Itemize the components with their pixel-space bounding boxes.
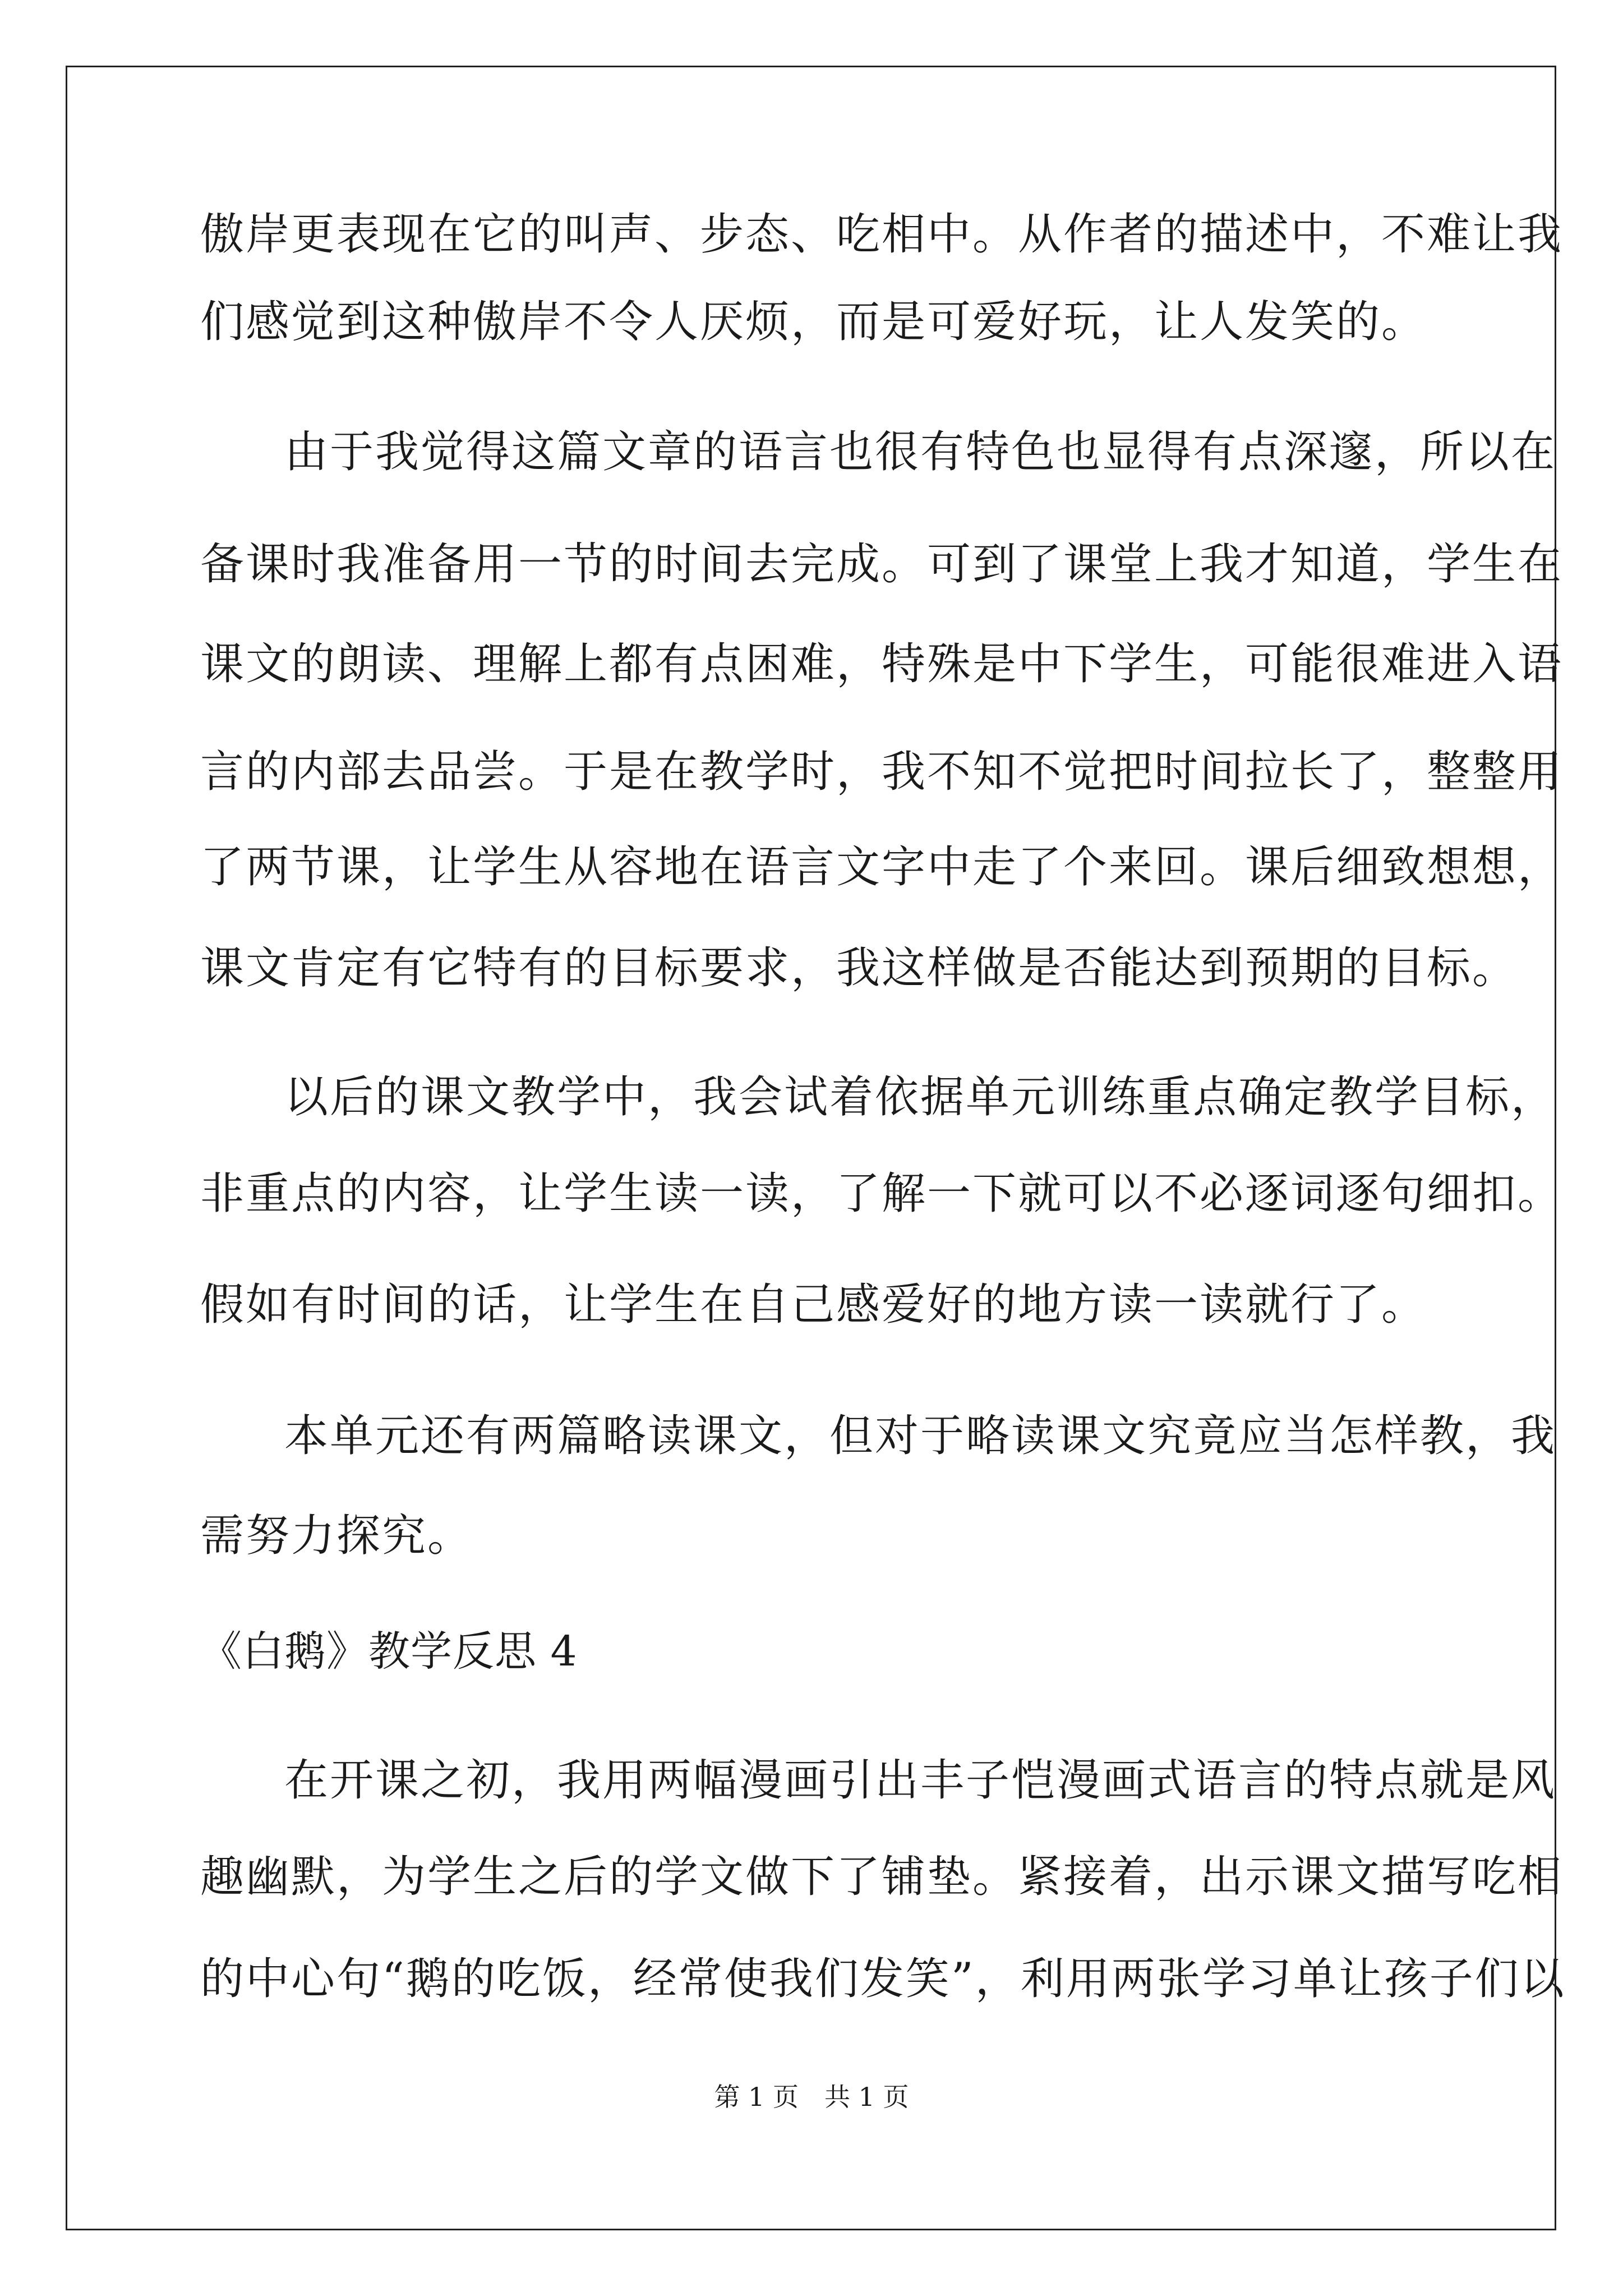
paragraph-5-line-2: 趣幽默，为学生之后的学文做下了铺垫。紧接着，出示课文描写吃相 — [200, 1852, 1564, 1902]
page-number: 第 1 页 共 1 页 — [714, 2082, 909, 2112]
paragraph-1-line-2: 们感觉到这种傲岸不令人厌烦，而是可爱好玩，让人发笑的。 — [200, 297, 1427, 347]
paragraph-1-line-1: 傲岸更表现在它的叫声、步态、吃相中。从作者的描述中，不难让我 — [200, 209, 1564, 260]
paragraph-4-line-1: 本单元还有两篇略读课文，但对于略读课文究竟应当怎样教，我 — [284, 1411, 1557, 1461]
paragraph-3-line-1: 以后的课文教学中，我会试着依据单元训练重点确定教学目标， — [284, 1072, 1557, 1122]
section-heading: 《白鹅》教学反思 4 — [200, 1627, 578, 1676]
paragraph-3-line-3: 假如有时间的话，让学生在自己感爱好的地方读一读就行了。 — [200, 1280, 1427, 1330]
paragraph-2-line-3: 课文的朗读、理解上都有点困难，特殊是中下学生，可能很难进入语 — [200, 639, 1564, 689]
paragraph-2-line-4: 言的内部去品尝。于是在教学时，我不知不觉把时间拉长了，整整用 — [200, 747, 1564, 797]
paragraph-4-line-2: 需努力探究。 — [200, 1511, 473, 1561]
paragraph-2-line-6: 课文肯定有它特有的目标要求，我这样做是否能达到预期的目标。 — [200, 943, 1518, 993]
paragraph-3-line-2: 非重点的内容，让学生读一读，了解一下就可以不必逐词逐句细扣。 — [200, 1168, 1564, 1219]
paragraph-2-line-2: 备课时我准备用一节的时间去完成。可到了课堂上我才知道，学生在 — [200, 539, 1564, 590]
paragraph-2-line-1: 由于我觉得这篇文章的语言也很有特色也显得有点深邃，所以在 — [284, 427, 1557, 477]
paragraph-2-line-5: 了两节课，让学生从容地在语言文字中走了个来回。课后细致想想， — [200, 842, 1564, 892]
paragraph-5-line-1: 在开课之初，我用两幅漫画引出丰子恺漫画式语言的特点就是风 — [284, 1755, 1557, 1806]
paragraph-5-line-3: 的中心句“鹅的吃饭，经常使我们发笑”，利用两张学习单让孩子们以 — [200, 1954, 1566, 2004]
